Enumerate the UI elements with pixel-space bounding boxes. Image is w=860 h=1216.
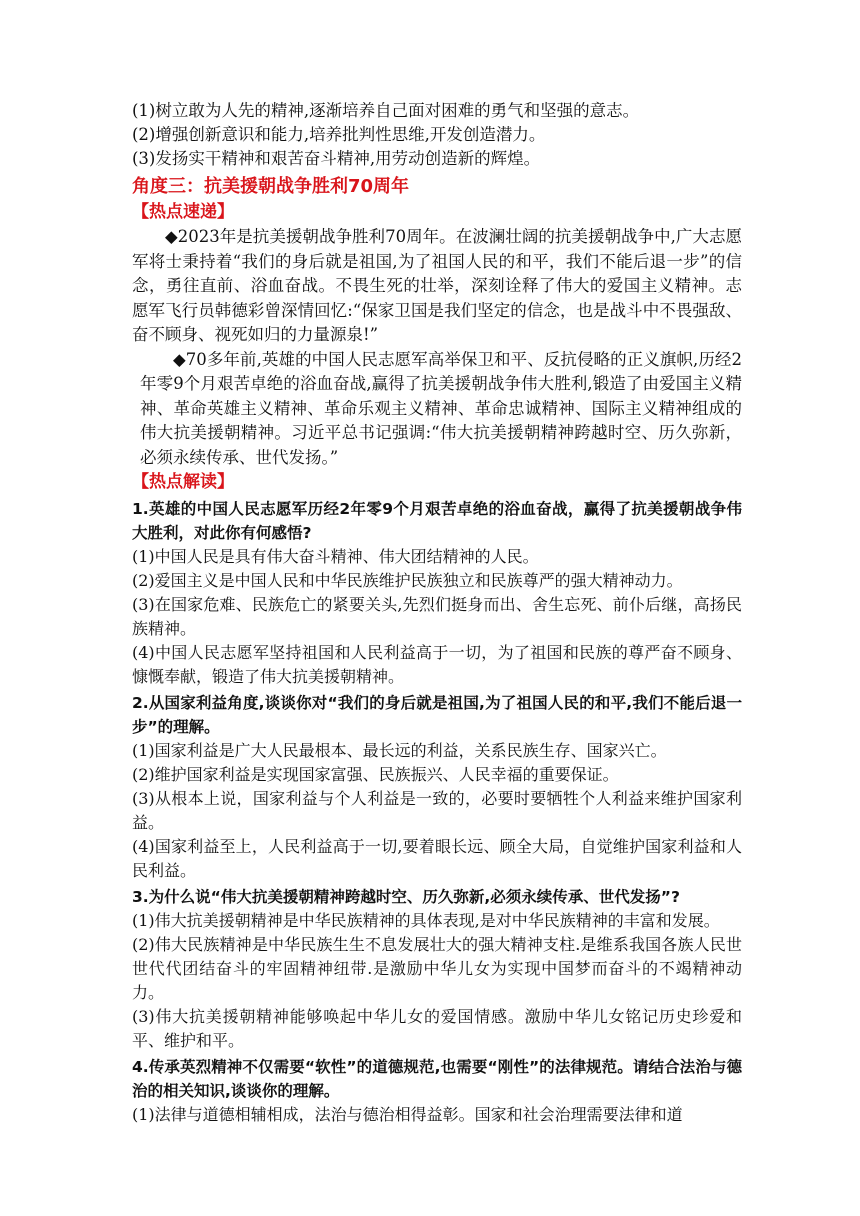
question-block bbox=[132, 1055, 742, 1127]
hot-news-label: 【热点速递】 bbox=[132, 202, 234, 222]
section-heading: 角度三：抗美援朝战争胜利70周年 bbox=[132, 176, 410, 197]
news-paragraph: ◆2023年是抗美援朝战争胜利70周年。在波澜壮阔的抗美援朝战争中,广大志愿军将士秉持着“我们的身后就是祖国,为了祖国人民的和平，我们不能后退一步”的信念，勇往直前、浴血奋战。不畏生死的壮举，深刻诠释了伟大的爱国主义精神。志愿军飞行员韩德彩曾深情回忆:“保家卫国是我们坚定的信念，也是战斗中不畏强敌、奋不顾身、视死如归的力量源泉!” bbox=[132, 227, 742, 344]
answer-item: (2)爱国主义是中国人民和中华民族维护民族独立和民族尊严的强大精神动力。 bbox=[132, 571, 683, 590]
answer-item: (1)法律与道德相辅相成，法治与德治相得益彰。国家和社会治理需要法律和道 bbox=[132, 1105, 683, 1124]
question-block bbox=[132, 885, 742, 1053]
answer-item: (4)中国人民志愿军坚持祖国和人民利益高于一切，为了祖国和民族的尊严奋不顾身、慷慨奉献，锻造了伟大抗美援朝精神。 bbox=[132, 643, 742, 686]
answer-item: (3)从根本上说，国家利益与个人利益是一致的，必要时要牺牲个人利益来维护国家利益。 bbox=[132, 789, 742, 832]
intro-point: (3)发扬实干精神和艰苦奋斗精神,用劳动创造新的辉煌。 bbox=[132, 149, 541, 168]
question-block bbox=[132, 691, 742, 883]
question: 4.传承英烈精神不仅需要“软性”的道德规范,也需要“刚性”的法律规范。请结合法治与德治的相关知识,谈谈你的理解。 bbox=[132, 1058, 742, 1100]
news-paragraph: ◆70多年前,英雄的中国人民志愿军高举保卫和平、反抗侵略的正义旗帜,历经2年零9个月艰苦卓绝的浴血奋战,赢得了抗美援朝战争伟大胜利,锻造了由爱国主义精神、革命英雄主义精神、革命乐观主义精神、革命忠诚精神、国际主义精神组成的伟大抗美援朝精神。习近平总书记强调:“伟大抗美援朝精神跨越时空、历久弥新，必须永续传承、世代发扬。” bbox=[140, 349, 742, 467]
answer-item: (2)伟大民族精神是中华民族生生不息发展壮大的强大精神支柱.是维系我国各族人民世世代代团结奋斗的牢固精神纽带.是激励中华儿女为实现中国梦而奋斗的不竭精神动力。 bbox=[132, 935, 742, 1002]
answer-item: (4)国家利益至上，人民利益高于一切,要着眼长远、顾全大局，自觉维护国家利益和人民利益。 bbox=[132, 837, 742, 880]
answer-item: (3)伟大抗美援朝精神能够唤起中华儿女的爱国情感。激励中华儿女铭记历史珍爱和平、维护和平。 bbox=[132, 1007, 742, 1050]
answer-item: (1)伟大抗美援朝精神是中华民族精神的具体表现,是对中华民族精神的丰富和发展。 bbox=[132, 911, 720, 930]
answer-item: (1)中国人民是具有伟大奋斗精神、伟大团结精神的人民。 bbox=[132, 547, 539, 566]
intro-point: (2)增强创新意识和能力,培养批判性思维,开发创造潜力。 bbox=[132, 125, 546, 144]
document-content bbox=[132, 99, 742, 1127]
answer-item: (1)国家利益是广大人民最根本、最长远的利益，关系民族生存、国家兴亡。 bbox=[132, 741, 667, 760]
question: 2.从国家利益角度,谈谈你对“我们的身后就是祖国,为了祖国人民的和平,我们不能后退一步”的理解。 bbox=[132, 694, 742, 736]
intro-point: (1)树立敢为人先的精神,逐渐培养自己面对困难的勇气和坚强的意志。 bbox=[132, 101, 640, 120]
intro-points bbox=[132, 99, 742, 171]
question-block bbox=[132, 497, 742, 689]
answer-item: (3)在国家危难、民族危亡的紧要关头,先烈们挺身而出、舍生忘死、前仆后继，高扬民族精神。 bbox=[132, 595, 742, 638]
answer-item: (2)维护国家利益是实现国家富强、民族振兴、人民幸福的重要保证。 bbox=[132, 765, 619, 784]
analysis-label: 【热点解读】 bbox=[132, 472, 234, 492]
question: 1.英雄的中国人民志愿军历经2年零9个月艰苦卓绝的浴血奋战，赢得了抗美援朝战争伟大胜利，对此你有何感悟? bbox=[132, 500, 742, 542]
question: 3.为什么说“伟大抗美援朝精神跨越时空、历久弥新,必须永续传承、世代发扬”? bbox=[132, 888, 680, 906]
